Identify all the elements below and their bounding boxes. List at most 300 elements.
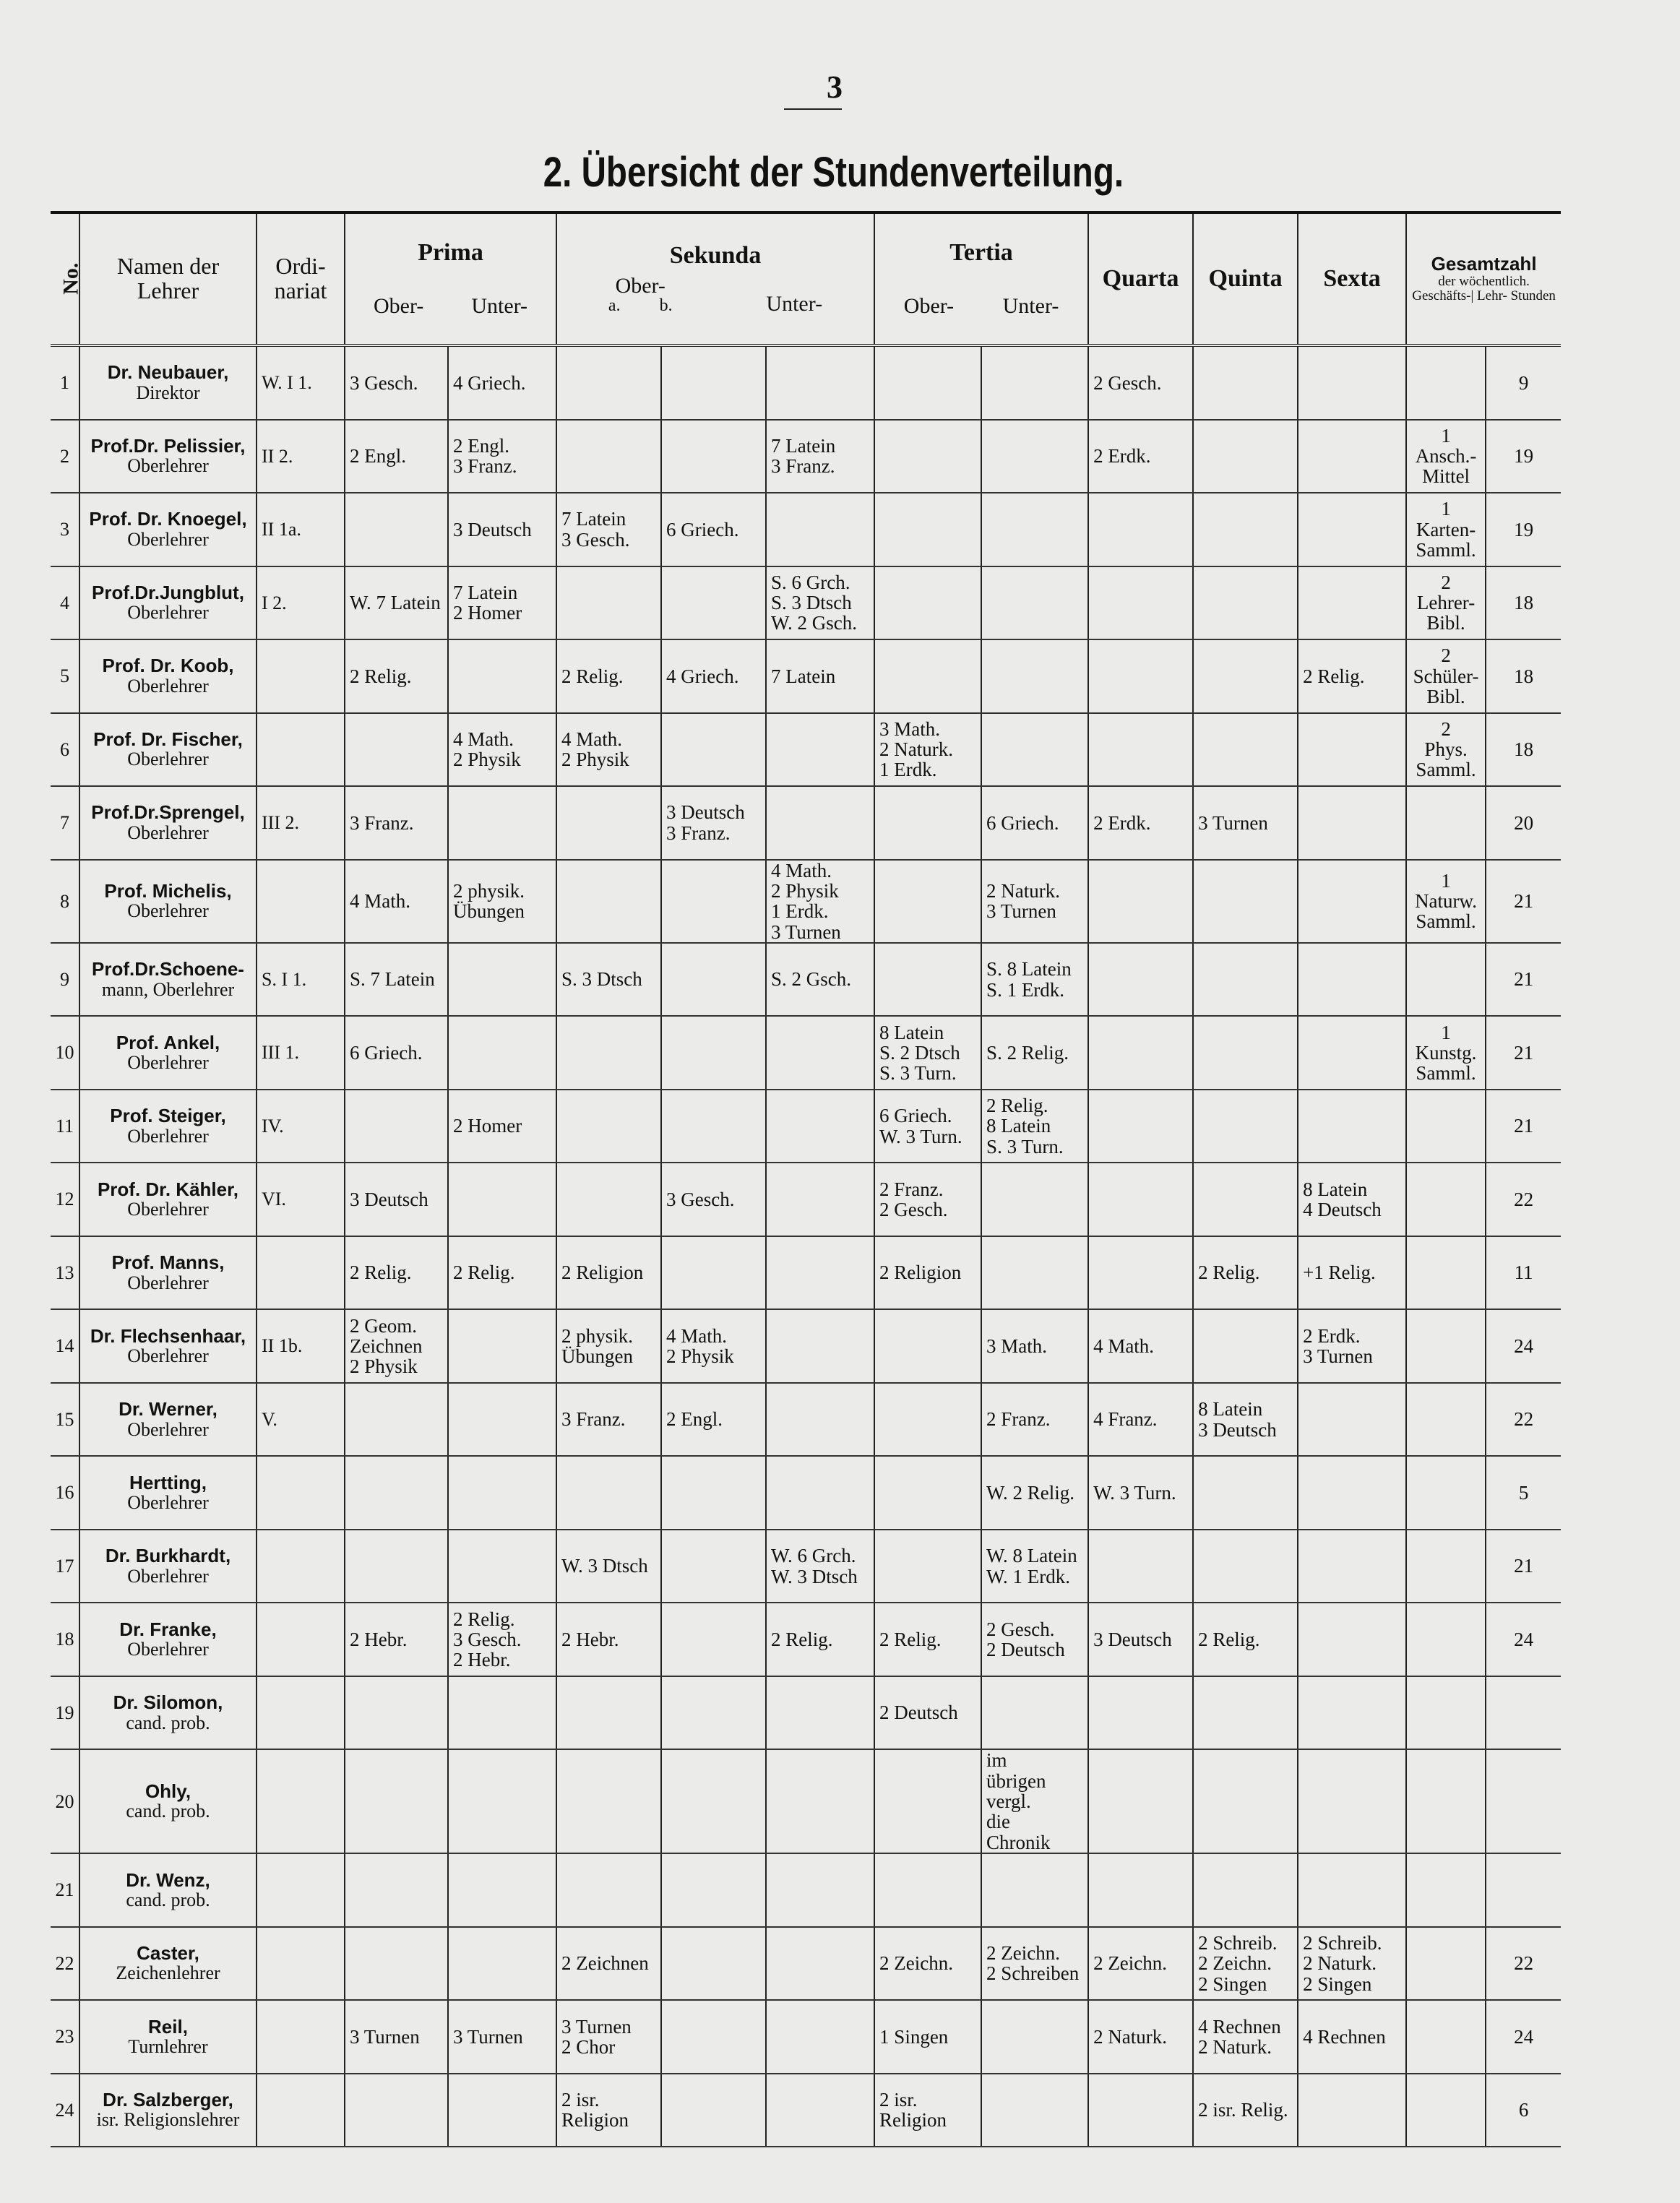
cell-sekunda-ober-b: 6 Griech. xyxy=(661,493,766,566)
table-row xyxy=(51,860,1561,943)
cell-number: 3 xyxy=(51,493,79,566)
cell-geschaefts-stunden xyxy=(1406,1383,1486,1457)
cell-text: 2 Schreib. 2 Naturk. 2 Singen xyxy=(1303,1931,1382,1995)
cell-ordinariat xyxy=(257,1676,345,1750)
teacher-title: Oberlehrer xyxy=(127,1565,209,1587)
cell-geschaefts-stunden xyxy=(1406,1236,1486,1310)
cell-geschaefts-stunden xyxy=(1406,566,1486,640)
cell-prima-ober: 3 Turnen xyxy=(345,2000,448,2074)
cell-sexta xyxy=(1298,1163,1406,1236)
cell-prima-unter xyxy=(448,420,556,493)
cell-quinta xyxy=(1193,1676,1298,1750)
cell-prima-unter xyxy=(448,1456,556,1530)
cell-sekunda-ober-b: 2 Engl. xyxy=(661,1383,766,1457)
cell-sekunda-ober-b xyxy=(661,1530,766,1603)
cell-quinta xyxy=(1193,420,1298,493)
page-number: 3 xyxy=(827,69,843,105)
header-sexta: Sexta xyxy=(1298,214,1406,345)
table-row xyxy=(51,1927,1561,2001)
cell-quinta xyxy=(1193,1016,1298,1090)
cell-prima-unter: 4 Griech. xyxy=(448,345,556,420)
cell-quarta xyxy=(1088,860,1193,943)
cell-sekunda-ober-a xyxy=(556,713,661,787)
cell-sekunda-ober-b xyxy=(661,345,766,420)
cell-quarta: 4 Math. xyxy=(1088,1309,1193,1383)
cell-sekunda-ober-b xyxy=(661,566,766,640)
cell-text: 1 Kunstg. Samml. xyxy=(1415,1021,1477,1085)
cell-teacher xyxy=(79,860,257,943)
cell-tertia-ober xyxy=(874,420,981,493)
cell-number: 11 xyxy=(51,1090,79,1163)
header-sekunda-label: Sekunda xyxy=(669,241,762,269)
cell-ordinariat: S. I 1. xyxy=(257,943,345,1017)
cell-prima-unter xyxy=(448,1016,556,1090)
teacher-name: Prof. Manns, xyxy=(111,1251,225,1274)
cell-geschaefts-stunden xyxy=(1406,2074,1486,2147)
cell-text: 2 Relig. 3 Gesch. 2 Hebr. xyxy=(453,1608,522,1671)
cell-prima-ober: 6 Griech. xyxy=(345,1016,448,1090)
cell-quarta xyxy=(1088,1749,1193,1853)
cell-sekunda-unter xyxy=(766,1163,874,1236)
cell-quinta: 3 Turnen xyxy=(1193,786,1298,860)
teacher-name: Prof. Dr. Kähler, xyxy=(97,1178,239,1200)
teacher-title: cand. prob. xyxy=(126,1889,210,1910)
cell-quarta: 4 Franz. xyxy=(1088,1383,1193,1457)
cell-sexta xyxy=(1298,1383,1406,1457)
cell-quarta xyxy=(1088,1853,1193,1927)
cell-ordinariat: IV. xyxy=(257,1090,345,1163)
cell-teacher xyxy=(79,1383,257,1457)
table-row xyxy=(51,943,1561,1017)
cell-text: 2 Franz. 2 Gesch. xyxy=(879,1178,948,1221)
cell-number: 9 xyxy=(51,943,79,1017)
cell-sekunda-unter xyxy=(766,1016,874,1090)
cell-teacher xyxy=(79,420,257,493)
cell-teacher xyxy=(79,345,257,420)
cell-number: 22 xyxy=(51,1927,79,2001)
teacher-title: Oberlehrer xyxy=(127,1639,209,1660)
cell-number: 18 xyxy=(51,1603,79,1676)
cell-prima-unter: 2 physik. Übungen xyxy=(448,860,556,943)
cell-sekunda-unter: S. 2 Gsch. xyxy=(766,943,874,1017)
cell-sexta xyxy=(1298,2074,1406,2147)
table-row xyxy=(51,1309,1561,1383)
cell-text: 2 Engl. 3 Franz. xyxy=(453,434,517,478)
header-tertia-ober: Ober- xyxy=(903,294,955,319)
cell-tertia-ober xyxy=(874,1530,981,1603)
teacher-name: Dr. Burkhardt, xyxy=(105,1545,231,1567)
cell-prima-ober xyxy=(345,1749,448,1853)
cell-ordinariat: II 2. xyxy=(257,420,345,493)
cell-tertia-ober: 2 Relig. xyxy=(874,1603,981,1676)
header-prima-unter: Unter- xyxy=(471,294,528,319)
table-row xyxy=(51,1603,1561,1676)
cell-prima-ober: 4 Math. xyxy=(345,860,448,943)
cell-number: 4 xyxy=(51,566,79,640)
cell-tertia-ober: 2 Zeichn. xyxy=(874,1927,981,2001)
cell-tertia-unter xyxy=(981,713,1088,787)
cell-sekunda-unter xyxy=(766,1383,874,1457)
cell-lehr-stunden: 21 xyxy=(1486,860,1561,943)
cell-geschaefts-stunden xyxy=(1406,713,1486,787)
cell-sekunda-ober-b xyxy=(661,1927,766,2001)
header-sek-unter: Unter- xyxy=(766,291,823,316)
cell-geschaefts-stunden xyxy=(1406,1749,1486,1853)
cell-tertia-unter xyxy=(981,2000,1088,2074)
cell-quinta: 2 Relig. xyxy=(1193,1236,1298,1310)
cell-sexta xyxy=(1298,1090,1406,1163)
cell-number: 20 xyxy=(51,1749,79,1853)
cell-geschaefts-stunden xyxy=(1406,943,1486,1017)
table-row xyxy=(51,1090,1561,1163)
cell-prima-unter xyxy=(448,1749,556,1853)
cell-text: W. 8 Latein W. 1 Erdk. xyxy=(986,1545,1077,1587)
cell-lehr-stunden: 21 xyxy=(1486,943,1561,1017)
header-sek-ober xyxy=(608,275,673,316)
cell-sexta xyxy=(1298,786,1406,860)
cell-sekunda-ober-a xyxy=(556,1676,661,1750)
cell-sexta: 2 Relig. xyxy=(1298,639,1406,713)
cell-sekunda-ober-b: 4 Griech. xyxy=(661,639,766,713)
schedule-table-wrap xyxy=(51,211,1561,2147)
cell-sekunda-unter xyxy=(766,1456,874,1530)
cell-lehr-stunden: 19 xyxy=(1486,493,1561,566)
header-tertia-label: Tertia xyxy=(949,239,1013,267)
cell-tertia-unter xyxy=(981,1090,1088,1163)
cell-geschaefts-stunden xyxy=(1406,1927,1486,2001)
cell-lehr-stunden: 24 xyxy=(1486,2000,1561,2074)
header-total-title: Gesamtzahl xyxy=(1431,253,1537,275)
cell-sekunda-ober-b xyxy=(661,420,766,493)
cell-quarta: 3 Deutsch xyxy=(1088,1603,1193,1676)
cell-geschaefts-stunden xyxy=(1406,1016,1486,1090)
cell-prima-unter xyxy=(448,639,556,713)
cell-text: 4 Math. 2 Physik 1 Erdk. 3 Turnen xyxy=(771,859,841,943)
cell-prima-unter xyxy=(448,1530,556,1603)
cell-sekunda-ober-a: 3 Franz. xyxy=(556,1383,661,1457)
teacher-name: Dr. Werner, xyxy=(119,1398,217,1420)
cell-sexta xyxy=(1298,943,1406,1017)
header-tertia xyxy=(874,214,1088,345)
table-row xyxy=(51,493,1561,566)
cell-tertia-ober: 2 Religion xyxy=(874,1236,981,1310)
cell-lehr-stunden: 9 xyxy=(1486,345,1561,420)
cell-geschaefts-stunden xyxy=(1406,860,1486,943)
cell-sexta: 4 Rechnen xyxy=(1298,2000,1406,2074)
cell-teacher xyxy=(79,2074,257,2147)
cell-tertia-ober xyxy=(874,493,981,566)
teacher-name: Prof. Dr. Fischer, xyxy=(93,728,243,750)
cell-sekunda-unter xyxy=(766,345,874,420)
cell-tertia-unter xyxy=(981,1749,1088,1853)
teacher-name: Dr. Silomon, xyxy=(113,1691,223,1714)
cell-tertia-unter xyxy=(981,566,1088,640)
cell-sexta xyxy=(1298,1853,1406,1927)
cell-tertia-ober xyxy=(874,345,981,420)
cell-teacher xyxy=(79,566,257,640)
cell-sekunda-ober-a xyxy=(556,493,661,566)
cell-teacher xyxy=(79,1236,257,1310)
cell-number: 13 xyxy=(51,1236,79,1310)
cell-quarta xyxy=(1088,639,1193,713)
cell-sekunda-ober-b xyxy=(661,1676,766,1750)
cell-tertia-ober xyxy=(874,1456,981,1530)
teacher-name: Dr. Neubauer, xyxy=(107,361,229,384)
cell-prima-unter xyxy=(448,713,556,787)
cell-sekunda-ober-a: 2 physik. Übungen xyxy=(556,1309,661,1383)
cell-text: 2 Schüler- Bibl. xyxy=(1413,644,1479,707)
cell-lehr-stunden: 21 xyxy=(1486,1016,1561,1090)
cell-sekunda-unter: 2 Relig. xyxy=(766,1603,874,1676)
teacher-title: mann, Oberlehrer xyxy=(101,978,235,1000)
cell-text: 2 Geom. Zeichnen 2 Physik xyxy=(350,1314,423,1378)
cell-lehr-stunden xyxy=(1486,1676,1561,1750)
cell-prima-ober xyxy=(345,2074,448,2147)
cell-prima-ober xyxy=(345,1383,448,1457)
teacher-name: Reil, xyxy=(148,2015,188,2038)
cell-tertia-ober xyxy=(874,786,981,860)
cell-prima-ober: 3 Deutsch xyxy=(345,1163,448,1236)
cell-prima-unter xyxy=(448,1309,556,1383)
cell-geschaefts-stunden xyxy=(1406,1090,1486,1163)
cell-ordinariat: V. xyxy=(257,1383,345,1457)
cell-tertia-ober xyxy=(874,943,981,1017)
table-row xyxy=(51,713,1561,787)
cell-prima-ober xyxy=(345,1530,448,1603)
cell-sekunda-unter xyxy=(766,2000,874,2074)
cell-tertia-ober xyxy=(874,639,981,713)
cell-sekunda-ober-a: W. 3 Dtsch xyxy=(556,1530,661,1603)
cell-sekunda-unter xyxy=(766,493,874,566)
cell-tertia-ober xyxy=(874,1309,981,1383)
teacher-title: cand. prob. xyxy=(126,1712,210,1733)
cell-quinta xyxy=(1193,1530,1298,1603)
cell-tertia-unter xyxy=(981,943,1088,1017)
cell-sexta xyxy=(1298,1456,1406,1530)
cell-sekunda-unter xyxy=(766,1236,874,1310)
cell-tertia-ober xyxy=(874,1853,981,1927)
header-name: Namen der Lehrer xyxy=(79,214,257,345)
cell-geschaefts-stunden xyxy=(1406,1603,1486,1676)
cell-geschaefts-stunden xyxy=(1406,345,1486,420)
cell-text: 2 Relig. 8 Latein S. 3 Turn. xyxy=(986,1095,1064,1157)
cell-number: 16 xyxy=(51,1456,79,1530)
cell-tertia-unter xyxy=(981,345,1088,420)
cell-teacher xyxy=(79,493,257,566)
cell-prima-ober: 2 Relig. xyxy=(345,1236,448,1310)
cell-text: 2 Gesch. 2 Deutsch xyxy=(986,1618,1065,1661)
cell-geschaefts-stunden xyxy=(1406,786,1486,860)
cell-text: 1 Ansch.- Mittel xyxy=(1415,424,1477,488)
cell-text: 3 Deutsch 3 Franz. xyxy=(666,801,745,844)
teacher-title: Oberlehrer xyxy=(127,602,209,624)
cell-tertia-unter: W. 2 Relig. xyxy=(981,1456,1088,1530)
cell-sekunda-ober-a xyxy=(556,2000,661,2074)
cell-geschaefts-stunden xyxy=(1406,1309,1486,1383)
cell-prima-ober xyxy=(345,1853,448,1927)
cell-sekunda-unter xyxy=(766,1676,874,1750)
cell-sekunda-ober-b xyxy=(661,1853,766,1927)
cell-sexta xyxy=(1298,420,1406,493)
table-row xyxy=(51,1016,1561,1090)
cell-tertia-ober xyxy=(874,713,981,787)
cell-teacher xyxy=(79,2000,257,2074)
cell-quinta xyxy=(1193,1749,1298,1853)
teacher-title: cand. prob. xyxy=(126,1801,210,1822)
teacher-name: Prof. Michelis, xyxy=(104,879,232,902)
cell-text: 7 Latein 3 Gesch. xyxy=(561,508,630,551)
cell-number: 1 xyxy=(51,345,79,420)
cell-sekunda-ober-a: 2 Religion xyxy=(556,1236,661,1310)
cell-sekunda-unter xyxy=(766,786,874,860)
cell-sekunda-ober-b xyxy=(661,2000,766,2074)
cell-geschaefts-stunden xyxy=(1406,2000,1486,2074)
cell-quarta: 2 Erdk. xyxy=(1088,786,1193,860)
cell-number: 15 xyxy=(51,1383,79,1457)
cell-lehr-stunden: 5 xyxy=(1486,1456,1561,1530)
cell-prima-unter: 3 Turnen xyxy=(448,2000,556,2074)
cell-lehr-stunden: 20 xyxy=(1486,786,1561,860)
teacher-title: Oberlehrer xyxy=(127,455,209,477)
table-row xyxy=(51,1456,1561,1530)
cell-prima-unter xyxy=(448,1676,556,1750)
teacher-name: Dr. Wenz, xyxy=(126,1868,210,1891)
cell-quinta xyxy=(1193,566,1298,640)
cell-number: 12 xyxy=(51,1163,79,1236)
cell-quinta xyxy=(1193,1456,1298,1530)
header-prima xyxy=(345,214,556,345)
cell-text: 2 Lehrer- Bibl. xyxy=(1416,571,1476,634)
cell-number: 7 xyxy=(51,786,79,860)
cell-tertia-unter: S. 2 Relig. xyxy=(981,1016,1088,1090)
cell-sekunda-unter xyxy=(766,2074,874,2147)
teacher-name: Dr. Franke, xyxy=(119,1618,217,1640)
cell-prima-ober: 2 Hebr. xyxy=(345,1603,448,1676)
cell-text: 8 Latein S. 2 Dtsch S. 3 Turn. xyxy=(879,1021,960,1085)
cell-text: 6 Griech. W. 3 Turn. xyxy=(879,1105,962,1147)
header-sekunda xyxy=(556,214,874,345)
cell-number: 6 xyxy=(51,713,79,787)
cell-tertia-ober: 2 isr. Religion xyxy=(874,2074,981,2147)
header-ordinariat: Ordi- nariat xyxy=(257,214,345,345)
cell-quarta: 2 Gesch. xyxy=(1088,345,1193,420)
cell-lehr-stunden: 6 xyxy=(1486,2074,1561,2147)
cell-text: 8 Latein 4 Deutsch xyxy=(1303,1178,1382,1221)
cell-quinta xyxy=(1193,1383,1298,1457)
cell-geschaefts-stunden xyxy=(1406,493,1486,566)
header-quarta: Quarta xyxy=(1088,214,1193,345)
cell-text: 2 Phys. Samml. xyxy=(1416,717,1476,781)
table-row xyxy=(51,639,1561,713)
cell-prima-unter xyxy=(448,786,556,860)
cell-tertia-unter xyxy=(981,1927,1088,2001)
header-sek-ober-a: a. xyxy=(608,296,621,315)
cell-sekunda-ober-a xyxy=(556,1163,661,1236)
teacher-title: Oberlehrer xyxy=(127,1199,209,1220)
cell-lehr-stunden: 18 xyxy=(1486,713,1561,787)
table-row xyxy=(51,345,1561,420)
cell-ordinariat xyxy=(257,1749,345,1853)
cell-text: 7 Latein 3 Franz. xyxy=(771,434,836,478)
cell-lehr-stunden: 22 xyxy=(1486,1383,1561,1457)
cell-tertia-unter xyxy=(981,860,1088,943)
cell-geschaefts-stunden xyxy=(1406,1853,1486,1927)
cell-sekunda-ober-a xyxy=(556,566,661,640)
cell-sekunda-ober-b xyxy=(661,1749,766,1853)
cell-tertia-unter xyxy=(981,420,1088,493)
cell-sekunda-ober-a: S. 3 Dtsch xyxy=(556,943,661,1017)
cell-prima-ober xyxy=(345,713,448,787)
cell-tertia-ober xyxy=(874,1090,981,1163)
cell-ordinariat xyxy=(257,1927,345,2001)
cell-text: 4 Rechnen 2 Naturk. xyxy=(1198,2015,1281,2058)
cell-sekunda-ober-b xyxy=(661,1016,766,1090)
teacher-name: Ohly, xyxy=(145,1780,191,1802)
table-row xyxy=(51,2000,1561,2074)
cell-sexta xyxy=(1298,1603,1406,1676)
cell-geschaefts-stunden xyxy=(1406,1530,1486,1603)
cell-teacher xyxy=(79,713,257,787)
cell-sekunda-unter: 7 Latein xyxy=(766,639,874,713)
cell-geschaefts-stunden xyxy=(1406,639,1486,713)
cell-lehr-stunden: 24 xyxy=(1486,1603,1561,1676)
cell-tertia-ober xyxy=(874,860,981,943)
cell-quarta xyxy=(1088,1530,1193,1603)
cell-tertia-unter xyxy=(981,1853,1088,1927)
teacher-title: Oberlehrer xyxy=(127,1345,209,1367)
cell-sexta: +1 Relig. xyxy=(1298,1236,1406,1310)
cell-sekunda-ober-a xyxy=(556,1853,661,1927)
table-row xyxy=(51,1853,1561,1927)
cell-text: 2 Naturk. 3 Turnen xyxy=(986,879,1061,923)
cell-teacher xyxy=(79,943,257,1017)
cell-tertia-unter: 6 Griech. xyxy=(981,786,1088,860)
cell-lehr-stunden: 19 xyxy=(1486,420,1561,493)
cell-quarta xyxy=(1088,1236,1193,1310)
cell-tertia-ober: 1 Singen xyxy=(874,2000,981,2074)
cell-number: 24 xyxy=(51,2074,79,2147)
cell-sekunda-ober-b xyxy=(661,860,766,943)
cell-sexta xyxy=(1298,1676,1406,1750)
cell-ordinariat xyxy=(257,1456,345,1530)
cell-quinta xyxy=(1193,860,1298,943)
cell-tertia-ober: 2 Deutsch xyxy=(874,1676,981,1750)
cell-tertia-unter xyxy=(981,639,1088,713)
cell-quinta xyxy=(1193,1090,1298,1163)
cell-prima-unter xyxy=(448,2074,556,2147)
cell-teacher xyxy=(79,1603,257,1676)
cell-prima-unter xyxy=(448,1603,556,1676)
cell-prima-ober xyxy=(345,1676,448,1750)
cell-quinta xyxy=(1193,1163,1298,1236)
cell-ordinariat xyxy=(257,2000,345,2074)
cell-tertia-unter: 2 Franz. xyxy=(981,1383,1088,1457)
cell-number: 14 xyxy=(51,1309,79,1383)
cell-number: 17 xyxy=(51,1530,79,1603)
cell-quarta xyxy=(1088,713,1193,787)
cell-tertia-unter: 3 Math. xyxy=(981,1309,1088,1383)
cell-prima-ober xyxy=(345,1927,448,2001)
teacher-name: Prof. Steiger, xyxy=(110,1105,226,1127)
cell-quinta xyxy=(1193,639,1298,713)
cell-number: 10 xyxy=(51,1016,79,1090)
cell-sekunda-unter xyxy=(766,566,874,640)
cell-lehr-stunden: 21 xyxy=(1486,1090,1561,1163)
teacher-title: Direktor xyxy=(136,381,200,403)
cell-sekunda-unter xyxy=(766,1927,874,2001)
cell-teacher xyxy=(79,1309,257,1383)
cell-ordinariat: II 1b. xyxy=(257,1309,345,1383)
